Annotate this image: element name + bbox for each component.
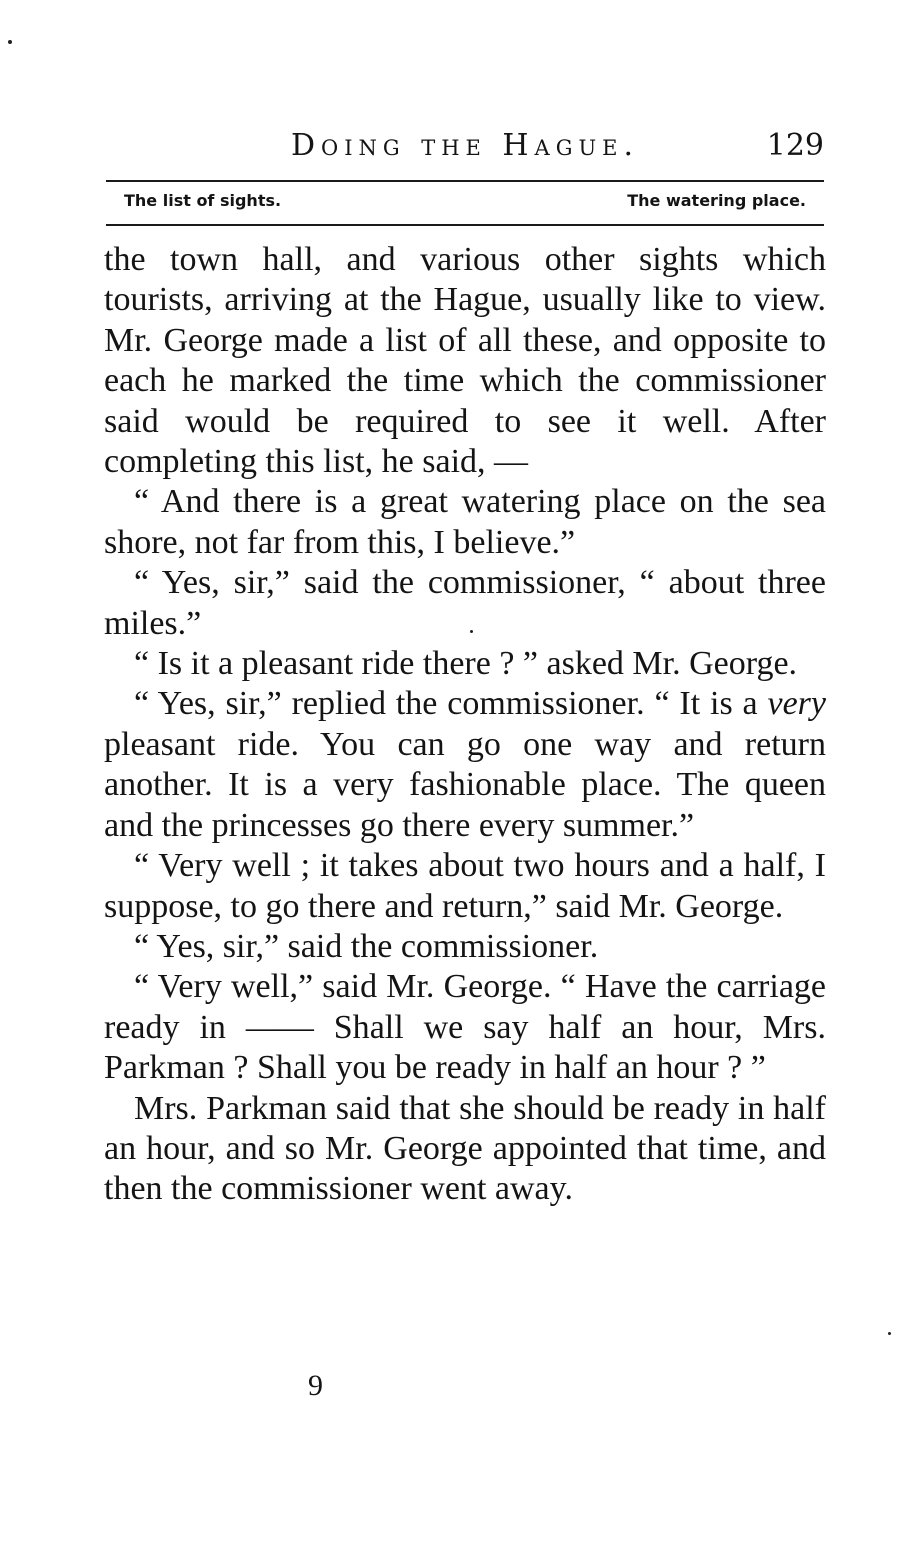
paragraph-text: Mrs. Parkman said that she should be ready in half an hour, and so Mr. George appointed that time, and then the commissioner went away. xyxy=(104,1089,826,1208)
paragraph xyxy=(104,644,826,684)
paragraph-text: “ Yes, sir,” replied the commissioner. “ It is a xyxy=(134,685,768,723)
print-speck xyxy=(470,630,473,633)
sidenote-left: The list of sights. xyxy=(124,191,282,210)
running-head xyxy=(106,124,824,168)
paragraph-text: “ Yes, sir,” said the commissioner. xyxy=(134,927,599,965)
print-speck xyxy=(8,40,12,44)
paragraph xyxy=(104,684,826,846)
emphasis-text: very xyxy=(767,685,826,723)
paragraph-text: the town hall, and various other sights which tourists, arriving at the Hague, usually like to view. Mr. George made a list of all these, and opposite to each he marked the time which the commissioner said would be required to see it well. After completing this list, he said, — xyxy=(104,241,826,481)
paragraph xyxy=(104,563,826,644)
paragraph xyxy=(104,846,826,927)
paragraph xyxy=(104,482,826,563)
paragraph-text: “ Very well ; it takes about two hours and a half, I suppose, to go there and return,” said Mr. George. xyxy=(104,847,826,925)
running-title: Doing the Hague. xyxy=(290,128,640,163)
paragraph-text: pleasant ride. You can go one way and return another. It is a very fashionable place. The queen and the princesses go there every summer.” xyxy=(104,725,826,844)
paragraph-text: “ And there is a great watering place on the sea shore, not far from this, I believe.” xyxy=(104,483,826,561)
header-rule-bottom xyxy=(106,224,824,226)
paragraph xyxy=(104,967,826,1088)
page-number: 129 xyxy=(766,128,824,163)
paragraph-text: “ Yes, sir,” said the commissioner, “ about three miles.” xyxy=(104,564,826,642)
signature-mark: 9 xyxy=(308,1369,323,1402)
paragraph xyxy=(104,240,826,482)
header-rule-top xyxy=(106,180,824,182)
paragraph xyxy=(104,927,826,967)
sidenote-right: The watering place. xyxy=(627,191,806,210)
paragraph-text: “ Is it a pleasant ride there ? ” asked Mr. George. xyxy=(134,645,798,683)
paragraph xyxy=(104,1089,826,1210)
body-text xyxy=(104,240,826,1210)
paragraph-text: “ Very well,” said Mr. George. “ Have the carriage ready in —— Shall we say half an hour, Mrs. Parkman ? Shall you be ready in half an hour ? ” xyxy=(104,968,826,1087)
print-speck xyxy=(888,1332,891,1335)
